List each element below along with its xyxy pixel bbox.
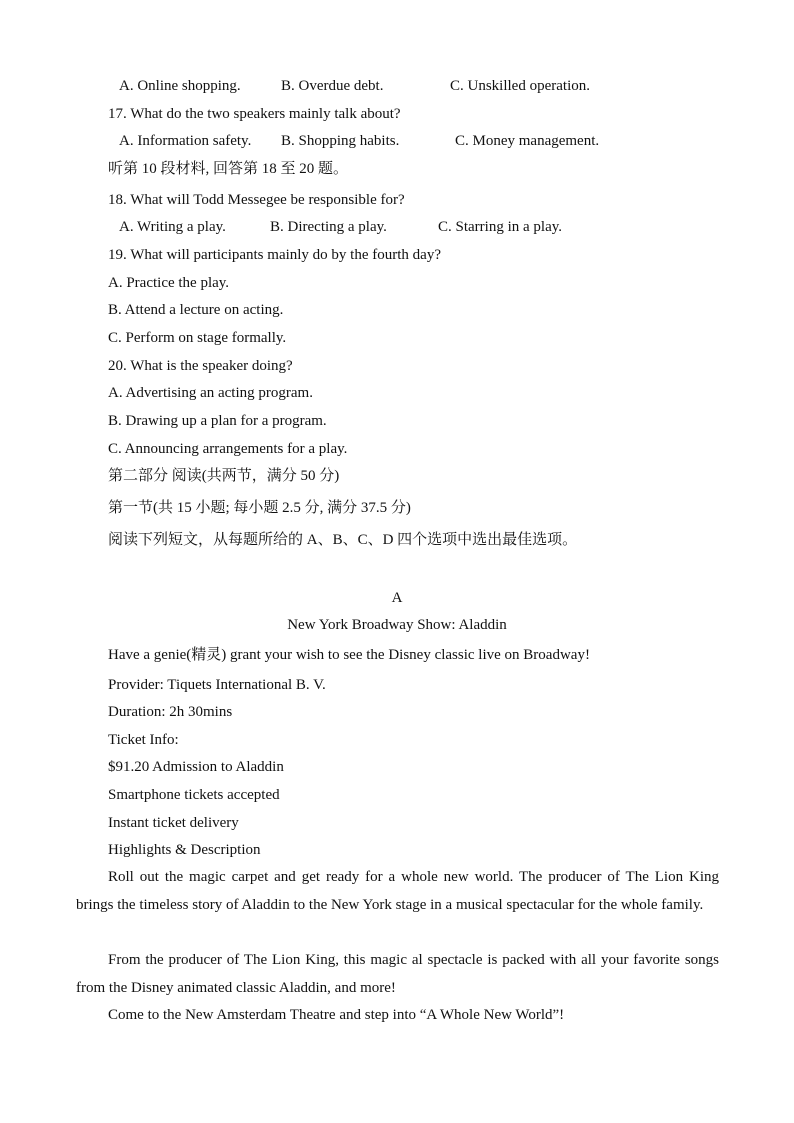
q20-option-b: B. Drawing up a plan for a program. — [108, 413, 327, 429]
q20-question: 20. What is the speaker doing? — [108, 358, 293, 374]
q18-option-c: C. Starring in a play. — [438, 219, 563, 235]
passage-intro: Have a genie(精灵) grant your wish to see the Disney classic live on Broadway! — [108, 647, 590, 663]
q16-option-b: B. Overdue debt. — [281, 78, 384, 94]
q17-option-c: C. Money management. — [455, 133, 600, 149]
highlights-heading: Highlights & Description — [108, 842, 261, 858]
part2-heading: 第二部分 阅读(共两节，满分 50 分) — [108, 468, 340, 484]
admission-line: $91.20 Admission to Aladdin — [108, 759, 284, 775]
instructions: 阅读下列短文，从每题所给的 A、B、C、D 四个选项中选出最佳选项。 — [108, 532, 578, 548]
q17-question: 17. What do the two speakers mainly talk about? — [108, 106, 401, 122]
q17-option-a: A. Information safety. — [119, 133, 252, 149]
smartphone-line: Smartphone tickets accepted — [108, 787, 280, 803]
description-paragraph-3: Come to the New Amsterdam Theatre and step into “A Whole New World”! — [108, 1007, 565, 1023]
q18-option-a: A. Writing a play. — [119, 219, 226, 235]
q18-option-b: B. Directing a play. — [270, 219, 387, 235]
duration-line: Duration: 2h 30mins — [108, 704, 233, 720]
provider-line: Provider: Tiquets International B. V. — [108, 677, 326, 693]
q20-option-a: A. Advertising an acting program. — [108, 385, 313, 401]
passage-title: New York Broadway Show: Aladdin — [287, 617, 507, 633]
q17-option-b: B. Shopping habits. — [281, 133, 400, 149]
q16-option-a: A. Online shopping. — [119, 78, 241, 94]
q19-option-c: C. Perform on stage formally. — [108, 330, 287, 346]
section10-intro: 听第 10 段材料, 回答第 18 至 20 题。 — [108, 161, 349, 177]
section1-heading: 第一节(共 15 小题; 每小题 2.5 分, 满分 37.5 分) — [108, 500, 411, 516]
q20-option-c: C. Announcing arrangements for a play. — [108, 441, 348, 457]
q18-question: 18. What will Todd Messegee be responsible for? — [108, 192, 405, 208]
q19-option-a: A. Practice the play. — [108, 275, 230, 291]
description-paragraph-1: Roll out the magic carpet and get ready for a whole new world. The producer of The Lion King brings the timeless story of Aladdin to the New York stage in a musical spectacular for the whole family. — [76, 869, 719, 913]
description-paragraph-2: From the producer of The Lion King, this magic al spectacle is packed with all your favorite songs from the Disney animated classic Aladdin, and more! — [76, 952, 719, 996]
ticket-info-label: Ticket Info: — [108, 732, 179, 748]
q19-question: 19. What will participants mainly do by the fourth day? — [108, 247, 441, 263]
q19-option-b: B. Attend a lecture on acting. — [108, 302, 284, 318]
q16-option-c: C. Unskilled operation. — [450, 78, 590, 94]
passage-letter: A — [391, 590, 403, 606]
delivery-line: Instant ticket delivery — [108, 815, 239, 831]
